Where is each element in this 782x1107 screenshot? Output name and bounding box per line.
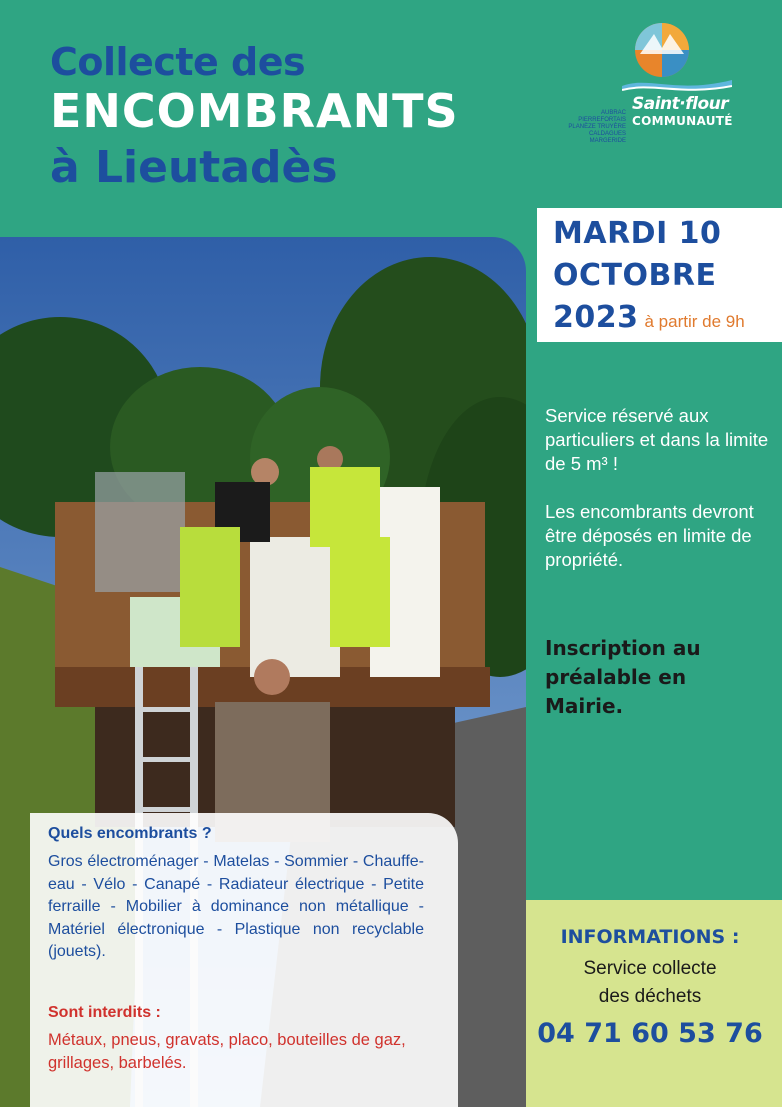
items-panel [30,813,458,1107]
date-day: MARDI 10 [553,216,722,251]
items-title: Quels encombrants ? [48,825,212,842]
logo-sub: COMMUNAUTÉ [632,114,733,128]
inscription-note: Inscription au préalable en Mairie. [545,636,701,718]
forbidden-list: Métaux, pneus, gravats, placo, bouteilles de gaz, grillages, barbelés. [48,1031,406,1072]
logo-name: Saint·flour [632,94,729,114]
date-year-line [553,300,745,335]
logo-tagline: AUBRAC PIERREFORTAIS PLANÈZE TRUYÈRE CALDAGUES MARGERIDE [568,110,626,144]
date-time: à partir de 9h [644,312,745,331]
info-title: INFORMATIONS : [560,926,740,948]
info-line-1: Service collecte [583,958,717,979]
saint-flour-logo [558,18,742,144]
date-box [537,208,782,342]
date-month: OCTOBRE [553,258,717,293]
service-paragraph-2: Les encombrants devront être déposés en limite de propriété. [545,501,754,570]
info-phone: 04 71 60 53 76 [537,1018,763,1049]
items-list: Gros électroménager - Matelas - Sommier - Chauffe-eau - Vélo - Canapé - Radiateur électrique - Petite ferraille - Mobilier à dominance non métallique - Matériel électronique - Plastique non recyclable (jouets). [48,853,424,960]
title-line-2: ENCOMBRANTS [50,84,459,138]
info-line-2: des déchets [598,986,702,1007]
wave-icon [622,76,732,94]
title-line-3: à Lieutadès [50,142,338,193]
saint-flour-logo-icon [632,20,692,82]
info-box [526,900,782,1107]
title-line-1: Collecte des [50,40,306,84]
service-paragraph-1: Service réservé aux particuliers et dans la limite de 5 m³ ! [545,405,769,474]
date-year: 2023 [553,300,639,335]
forbidden-title: Sont interdits : [48,1004,161,1021]
service-text [545,404,770,596]
